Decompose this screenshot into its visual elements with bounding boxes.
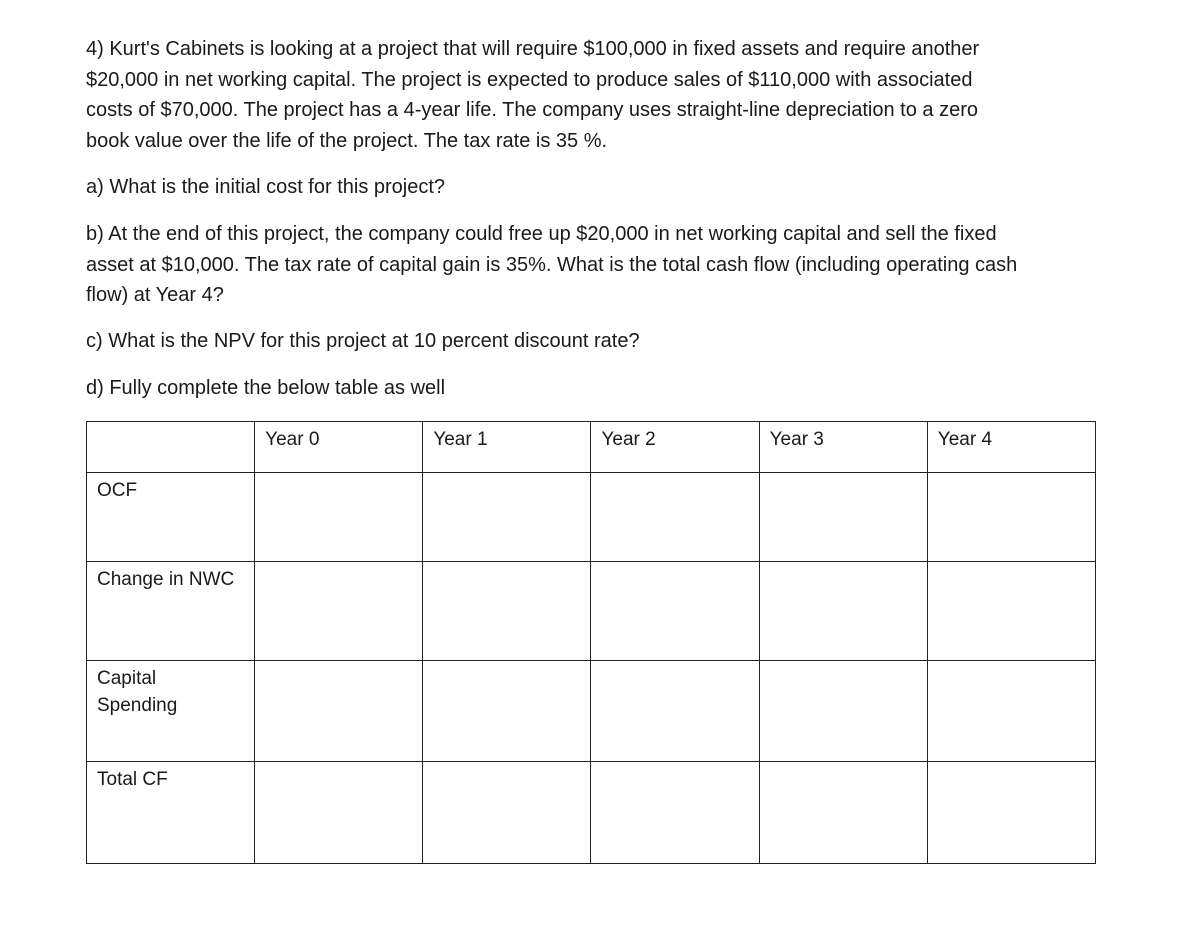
problem-line: book value over the life of the project. The tax rate is 35 %. (86, 129, 608, 152)
table-cell[interactable] (927, 562, 1095, 661)
table-row-ocf (87, 473, 1096, 562)
table-cell[interactable] (759, 473, 927, 562)
table-cell[interactable] (591, 562, 759, 661)
table-row-change-in-nwc (87, 562, 1096, 661)
table-cell[interactable] (255, 661, 423, 762)
row-label-capital-spending (87, 661, 255, 762)
problem-line: 4) Kurt's Cabinets is looking at a project that will require $100,000 in fixed assets and require another (86, 38, 980, 60)
table-cell[interactable] (927, 661, 1095, 762)
table-cell[interactable] (423, 661, 591, 762)
question-a: a) What is the initial cost for this project? (86, 176, 446, 198)
table-cell[interactable] (927, 473, 1095, 562)
table-cell[interactable] (591, 762, 759, 864)
table-cell[interactable] (759, 762, 927, 864)
column-header-year-0: Year 0 (255, 422, 423, 473)
question-c: c) What is the NPV for this project at 10 percent discount rate? (86, 330, 640, 352)
table-corner-cell (87, 422, 255, 473)
question-b (86, 219, 1017, 311)
table-cell[interactable] (927, 762, 1095, 864)
column-header-year-1: Year 1 (423, 422, 591, 473)
table-cell[interactable] (423, 473, 591, 562)
cash-flow-table (86, 421, 1096, 864)
column-header-year-4: Year 4 (927, 422, 1095, 473)
table-cell[interactable] (591, 661, 759, 762)
problem-line: $20,000 in net working capital. The project is expected to produce sales of $110,000 with associated (86, 68, 973, 91)
problem-statement (86, 34, 979, 156)
row-label-total-cf: Total CF (87, 762, 255, 864)
question-d: d) Fully complete the below table as well (86, 377, 446, 399)
question-b-line: b) At the end of this project, the company could free up $20,000 in net working capital and sell the fixed (86, 223, 997, 245)
row-label-line: Spending (97, 695, 178, 716)
table-cell[interactable] (255, 762, 423, 864)
row-label-line: Capital (97, 668, 157, 689)
table-cell[interactable] (423, 562, 591, 661)
question-b-line: asset at $10,000. The tax rate of capital gain is 35%. What is the total cash flow (including operating cash (86, 253, 1018, 276)
column-header-year-2: Year 2 (591, 422, 759, 473)
table-cell[interactable] (423, 762, 591, 864)
row-label-ocf: OCF (87, 473, 255, 562)
column-header-year-3: Year 3 (759, 422, 927, 473)
question-b-line: flow) at Year 4? (86, 284, 224, 306)
table-row-capital-spending (87, 661, 1096, 762)
table-cell[interactable] (255, 473, 423, 562)
table-row-total-cf (87, 762, 1096, 864)
problem-line: costs of $70,000. The project has a 4-year life. The company uses straight-line depreciation to a zero (86, 99, 978, 121)
table-cell[interactable] (255, 562, 423, 661)
table-cell[interactable] (759, 661, 927, 762)
row-label-change-in-nwc: Change in NWC (87, 562, 255, 661)
table-header-row (87, 422, 1096, 473)
table-cell[interactable] (759, 562, 927, 661)
table-cell[interactable] (591, 473, 759, 562)
